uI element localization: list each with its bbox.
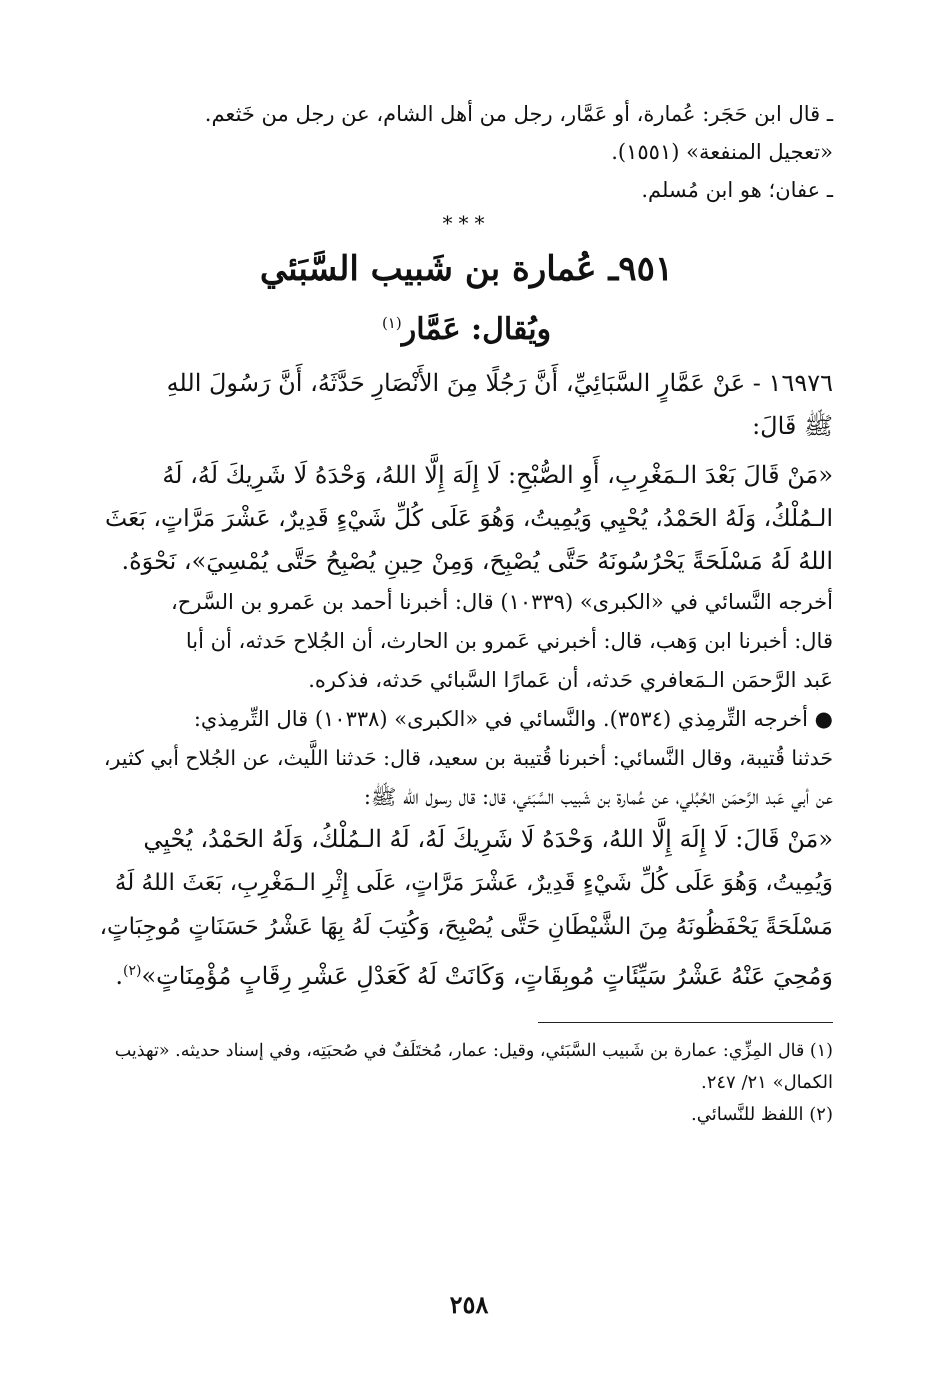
hadith-matn (100, 454, 833, 583)
takhrij-tirmidhi (100, 700, 833, 817)
footnote-line: (٢) اللفظ للنَّسائي. (691, 1104, 833, 1125)
footnote-divider (538, 1022, 833, 1023)
matn-line: الـمُلْكُ، وَلَهُ الحَمْدُ، يُحْيِي وَيُمِيتُ، وَهُوَ عَلَى كُلِّ شَيْءٍ قَدِيرٌ، عَشْرَ مَرَّاتٍ، بَعَثَ (105, 504, 833, 532)
hadith-isnad (100, 362, 833, 448)
takhrij-line: عن أبي عَبد الرَّحمَن الحُبُلي، عن عُمارة بن شَبيب السَّبَئي، قال: قال رسول الله ﷺ: (363, 785, 833, 809)
hadith-line: ١٦٩٧٦ - عَنْ عَمَّارٍ السَّبَائِيِّ، أَنَّ رَجُلًا مِنَ الأَنْصَارِ حَدَّثَهُ، أَنَّ رَسُولَ اللهِ (166, 369, 833, 397)
footnote-ref-2[interactable]: (٢) (122, 963, 142, 979)
section-separator: *** (442, 211, 491, 235)
intro-line: «تعجيل المنفعة» (١٥٥١). (611, 140, 833, 164)
matn2-line: «مَنْ قَالَ: لَا إِلَهَ إِلَّا اللهُ، وَحْدَهُ لَا شَرِيكَ لَهُ، لَهُ الـمُلْكُ، وَلَهُ الحَمْدُ، يُحْيِي (143, 825, 833, 853)
entry-subtitle (100, 297, 833, 356)
matn2-line: وَيُمِيتُ، وَهُوَ عَلَى كُلِّ شَيْءٍ قَدِيرٌ، عَشْرَ مَرَّاتٍ، عَلَى إِثْرِ الـمَغْرِبِ، بَعَثَ اللهُ لَهُ (114, 870, 833, 896)
hadith-line: ﷺ قَالَ: (752, 412, 833, 440)
footnote-line: (١) قال المِزِّي: عمارة بن شَبيب السَّبَئي، وقيل: عمار، مُختَلَفٌ في صُحبَتِه، وفي إسناد حديثه. «تهذيب (114, 1041, 833, 1061)
intro-line: ـ قال ابن حَجَر: عُمارة، أو عَمَّار، رجل من أهل الشام، عن رجل من خَثعم. (204, 102, 833, 126)
matn2-line: مَسْلَحَةً يَحْفَظُونَهُ مِنَ الشَّيْطَانِ حَتَّى يُصْبِحَ، وَكُتِبَ لَهُ بِهَا عَشْرُ حَسَنَاتٍ مُوجِبَاتٍ، (99, 914, 833, 940)
takhrij-line: ● أخرجه التِّرمِذي (٣٥٣٤). والنَّسائي في «الكبرى» (١٠٣٣٨) قال التِّرمِذي: (193, 707, 833, 731)
footnote-line: الكمال» ٢١/ ٢٤٧. (700, 1072, 833, 1093)
takhrij-line: قال: أخبرنا ابن وَهب، قال: أخبرني عَمرو بن الحارث، أن الجُلاح حَدثه، أن أبا (185, 629, 833, 653)
hadith-matn-2 (100, 817, 833, 998)
entry-subtitle-text: ويُقال: عَمَّار (401, 312, 552, 347)
matn2-last-text: وَمُحِيَ عَنْهُ عَشْرُ سَيِّئَاتٍ مُوبِقَاتٍ، وَكَانَتْ لَهُ كَعَدْلِ عَشْرِ رِقَابٍ مُؤْمِنَاتٍ» (141, 962, 833, 990)
entry-title: ٩٥١ـ عُمارة بن شَبيب السَّبَئي (259, 249, 674, 289)
intro-line: ـ عفان؛ هو ابن مُسلم. (641, 178, 833, 202)
matn2-line: وَمُحِيَ عَنْهُ عَشْرُ سَيِّئَاتٍ مُوبِقَاتٍ، وَكَانَتْ لَهُ كَعَدْلِ عَشْرِ رِقَابٍ مُؤْمِنَاتٍ»$^{(٢)}$. (115, 962, 833, 990)
matn-line: اللهُ لَهُ مَسْلَحَةً يَحْرُسُونَهُ حَتَّى يُصْبِحَ، وَمِنْ حِينِ يُصْبِحُ حَتَّى يُمْسِيَ»، نَحْوَهُ. (121, 547, 833, 575)
matn-line: «مَنْ قَالَ بَعْدَ الـمَغْرِبِ، أَوِ الصُّبْحِ: لَا إِلَهَ إِلَّا اللهُ، وَحْدَهُ لَا شَرِيكَ لَهُ، لَهُ (162, 461, 833, 489)
takhrij-line: عَبد الرَّحمَن الـمَعافري حَدثه، أن عَمارًا السَّبائي حَدثه، فذكره. (308, 668, 833, 692)
takhrij-line: حَدثنا قُتيبة، وقال النَّسائي: أخبرنا قُتيبة بن سعيد، قال: حَدثنا اللَّيث، عن الجُلاح أبي كثير، (103, 746, 833, 770)
page-number: ٢٥٨ (449, 1290, 489, 1319)
takhrij-line: أخرجه النَّسائي في «الكبرى» (١٠٣٣٩) قال: أخبرنا أحمد بن عَمرو بن السَّرح، (170, 590, 833, 614)
footnotes (100, 1035, 833, 1131)
intro-notes (100, 95, 833, 209)
footnote-ref-1[interactable]: (١) (381, 314, 402, 332)
takhrij-nasai (100, 583, 833, 700)
